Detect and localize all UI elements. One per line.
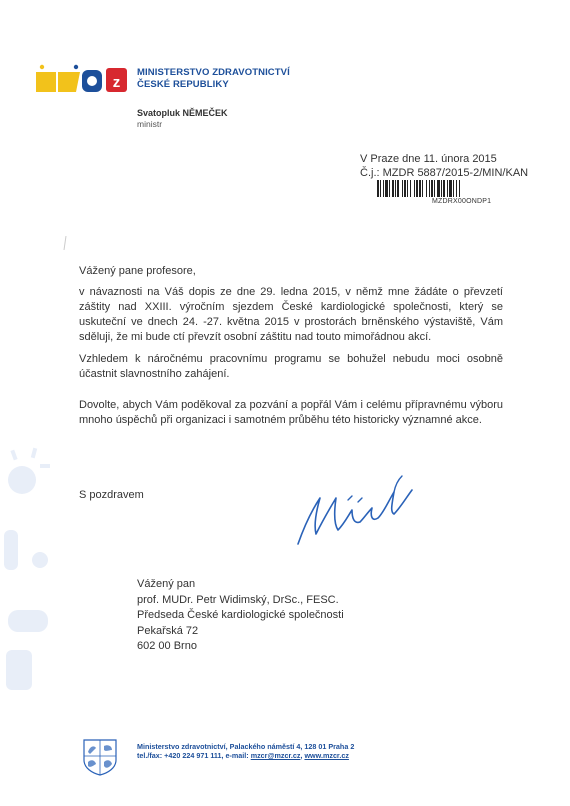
letter-paragraph-2: Vzhledem k náročnému pracovnímu programu se bohužel nebudu moci osobně účastnit slavnostního zahájení. xyxy=(79,353,503,380)
barcode-bar xyxy=(437,180,440,197)
minister-role: ministr xyxy=(137,119,163,129)
footer-website-link[interactable]: www.mzcr.cz xyxy=(304,751,349,760)
footer-phone: tel./fax: +420 224 971 111, e-mail: xyxy=(137,751,251,760)
svg-text:z: z xyxy=(112,74,121,91)
barcode-bar xyxy=(447,180,448,197)
barcode-bar xyxy=(431,180,433,197)
barcode-bar xyxy=(426,180,427,197)
addressee-line: Vážený pan xyxy=(137,578,196,590)
barcode-bar xyxy=(419,180,421,197)
barcode-bar xyxy=(416,180,418,197)
barcode-bar xyxy=(402,180,403,197)
barcode-bar xyxy=(407,180,408,197)
background-watermark xyxy=(0,440,70,700)
barcode-bar xyxy=(395,180,396,197)
barcode-bar xyxy=(404,180,406,197)
barcode-bar xyxy=(377,180,379,197)
minister-name: Svatopluk NĚMEČEK xyxy=(137,108,228,118)
barcode-bar xyxy=(443,180,445,197)
fold-mark xyxy=(63,236,67,250)
barcode-bar xyxy=(383,180,384,197)
barcode-text: MZDRX00ONDP1 xyxy=(432,198,492,205)
letter-closing: S pozdravem xyxy=(79,489,144,501)
letter-greeting: Vážený pane profesore, xyxy=(79,265,196,277)
barcode-bar xyxy=(385,180,388,197)
barcode-bar xyxy=(441,180,442,197)
barcode-bar xyxy=(380,180,381,197)
reference-number: Č.j.: MZDR 5887/2015-2/MIN/KAN xyxy=(360,167,529,179)
barcode-bar xyxy=(392,180,394,197)
place-date: V Praze dne 11. února 2015 xyxy=(360,153,497,165)
barcode-bar xyxy=(449,180,452,197)
addressee-block xyxy=(137,577,344,655)
handwritten-signature xyxy=(290,472,420,552)
barcode-bar xyxy=(453,180,454,197)
barcode-bar xyxy=(414,180,415,197)
barcode-bar xyxy=(459,180,460,197)
barcode-bar xyxy=(389,180,390,197)
addressee-line: 602 00 Brno xyxy=(137,640,197,652)
addressee-line: Pekařská 72 xyxy=(137,624,199,637)
barcode-bar xyxy=(429,180,430,197)
letter-paragraph-3: Dovolte, abych Vám poděkoval za pozvání a popřál Vám i celému přípravnému výboru mnoho úspěchů při organizaci i samotném průběhu této historicky významné akce. xyxy=(79,399,503,426)
addressee-line: prof. MUDr. Petr Widimský, DrSc., FESC. xyxy=(137,593,339,606)
barcode xyxy=(377,180,495,197)
ministry-name-line2: ČESKÉ REPUBLIKY xyxy=(137,79,229,90)
barcode-bar xyxy=(422,180,423,197)
state-emblem-icon xyxy=(82,738,118,776)
barcode-bar xyxy=(434,180,435,197)
barcode-bar xyxy=(397,180,399,197)
footer-contact xyxy=(137,751,349,760)
footer-separator: , xyxy=(300,751,305,760)
ministry-logo xyxy=(36,64,128,92)
letter-paragraph-1: v návaznosti na Váš dopis ze dne 29. ledna 2015, v němž mne žádáte o převzetí záštity nad XXIII. výročním sjezdem České kardiologické společnosti, který se uskuteční ve dnech 24. -27. května 2015 v prostorách brněnského výstaviště, Vám sděluji, že mi bude ctí převzít osobní záštitu nad touto mimořádnou akcí. xyxy=(79,286,503,343)
barcode-bar xyxy=(410,180,411,197)
footer-email-link[interactable]: mzcr@mzcr.cz xyxy=(250,751,301,760)
footer-address: Ministerstvo zdravotnictví, Palackého náměstí 4, 128 01 Praha 2 xyxy=(137,742,355,751)
barcode-bar xyxy=(456,180,457,197)
ministry-name xyxy=(137,67,290,91)
ministry-name-line1: MINISTERSTVO ZDRAVOTNICTVÍ xyxy=(137,67,290,78)
addressee-line: Předseda České kardiologické společnosti xyxy=(137,609,344,621)
